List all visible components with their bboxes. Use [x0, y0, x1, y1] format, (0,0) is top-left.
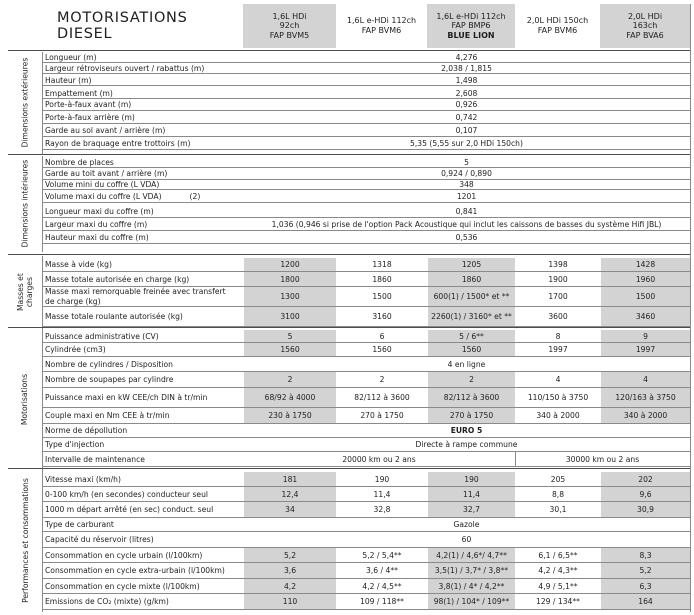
- value-cell: 1398: [548, 260, 568, 270]
- column-header-line: FAP BMP6: [451, 21, 491, 31]
- value-cell: 6: [379, 331, 385, 341]
- row-label-text: Couple maxi en Nm CEE à tr/min: [45, 411, 170, 421]
- row-label: [43, 438, 243, 452]
- value-cell: 9,6: [601, 487, 690, 502]
- section-label: [8, 256, 43, 329]
- value-span-cell: Gazole: [453, 520, 480, 530]
- row-label-text: Masse à vide (kg): [45, 260, 112, 270]
- value-cell: 1318: [372, 260, 392, 270]
- row-label-text: Porte-à-faux arrière (m): [45, 113, 135, 123]
- value-cell: 109 / 118**: [360, 597, 404, 607]
- value-cell: 11,4: [373, 489, 391, 499]
- value-cell: 1560: [428, 343, 515, 357]
- section-divider: [8, 254, 690, 255]
- value-cell: 82/112 à 3600: [354, 393, 410, 403]
- section-label-line: Dimensions intérieures: [20, 160, 30, 248]
- value-cell: 4: [555, 375, 561, 385]
- value-cell: 8,3: [601, 548, 690, 563]
- row-label-text: Nombre de cylindres / Disposition: [45, 359, 173, 369]
- row-label-text: 0-100 km/h (en secondes) conducteur seul: [45, 489, 208, 499]
- value-span-cell: EURO 5: [450, 426, 483, 436]
- row-label-text: Volume mini du coffre (L VDA): [45, 180, 160, 190]
- value-cell: 190: [428, 472, 515, 487]
- value-span-cell: Directe à rampe commune: [415, 440, 518, 450]
- value-cell: 8,8: [551, 489, 565, 499]
- row-label: [43, 388, 243, 408]
- value-cell: 32,8: [373, 505, 391, 515]
- row-divider: [43, 149, 690, 150]
- column-header: [336, 4, 427, 48]
- value-cell: 1860: [372, 274, 392, 284]
- value-span-cell: 0,926: [455, 100, 478, 110]
- value-span-cell: 1,036 (0,946 si prise de l'option Pack Acoustique qui inclut les caissons de basses du système Hifi JBL): [271, 220, 662, 230]
- value-group-cell: 30000 km ou 2 ans: [565, 454, 640, 464]
- value-cell: 1500: [601, 287, 690, 307]
- row-divider: [43, 110, 690, 111]
- section-label-line: charges: [25, 277, 34, 308]
- column-header: [515, 4, 600, 48]
- row-label-text: Consommation en cycle mixte (l/100km): [45, 581, 200, 591]
- value-cell: 340 à 2000: [536, 411, 580, 421]
- row-label-text: Vitesse maxi (km/h): [45, 474, 121, 484]
- column-header: [600, 4, 690, 48]
- value-cell: 600(1) / 1500* et **: [428, 287, 515, 307]
- column-header-line: 1,6L HDi: [272, 11, 307, 21]
- value-cell: 110: [244, 594, 336, 610]
- value-cell: 98(1) / 104* / 109**: [428, 594, 515, 610]
- value-group-cell: 20000 km ou 2 ans: [342, 454, 416, 464]
- value-cell: 1800: [244, 272, 336, 287]
- row-label-text: Rayon de braquage entre trottoirs (m): [45, 138, 191, 148]
- value-cell: 1428: [601, 258, 690, 272]
- row-divider: [43, 73, 690, 74]
- value-span-cell: 1,498: [455, 76, 478, 86]
- value-span-cell: 4,276: [455, 52, 478, 62]
- row-label-text: 1000 m départ arrêté (en sec) conduct. seul: [45, 505, 214, 515]
- section-label-line: Performances et consommations: [20, 478, 30, 604]
- value-span-cell: 1201: [456, 191, 477, 201]
- column-header-line: FAP BVM5: [269, 30, 310, 40]
- page-title: MOTORISATIONS DIESEL: [57, 10, 188, 42]
- row-label: [43, 548, 243, 563]
- section-label: [8, 156, 43, 252]
- row-label-text: Consommation en cycle urbain (l/100km): [45, 550, 203, 560]
- value-cell: 1300: [244, 287, 336, 307]
- column-header-line: FAP BVM6: [537, 26, 578, 35]
- row-divider: [43, 609, 690, 610]
- section-divider: [8, 327, 690, 328]
- row-label-text: Garde au sol avant / arrière (m): [45, 126, 166, 136]
- row-label-text: Type de carburant: [45, 520, 114, 530]
- row-divider: [43, 123, 690, 124]
- value-cell: 12,4: [244, 487, 336, 502]
- row-label: [43, 487, 243, 502]
- value-cell: 2: [244, 372, 336, 388]
- value-cell: 1997: [548, 345, 568, 355]
- row-label: [43, 408, 243, 424]
- value-cell: 32,7: [428, 502, 515, 518]
- value-cell: 9: [601, 330, 690, 343]
- value-cell: 3600: [548, 312, 568, 322]
- value-cell: 1500: [372, 292, 392, 302]
- value-cell: 4,2: [244, 579, 336, 594]
- value-span-cell: 0,742: [455, 113, 478, 123]
- row-label: [43, 287, 243, 307]
- row-label-text: Capacité du réservoir (litres): [45, 535, 154, 545]
- value-cell: 1205: [428, 258, 515, 272]
- row-label-text: Nombre de places: [45, 157, 114, 167]
- row-label-text: Intervalle de maintenance: [45, 454, 145, 464]
- value-cell: 68/92 à 4000: [244, 388, 336, 408]
- row-label-text: Puissance maxi en kW CEE/ch DIN à tr/min: [45, 393, 208, 403]
- row-label: [43, 594, 243, 610]
- cell-divider: [515, 452, 516, 467]
- value-cell: 5: [244, 330, 336, 343]
- row-label: [43, 532, 243, 548]
- row-divider: [43, 202, 690, 203]
- value-cell: 11,4: [428, 487, 515, 502]
- value-cell: 1560: [372, 345, 392, 355]
- value-cell: 5,2: [601, 563, 690, 579]
- value-cell: 3160: [372, 312, 392, 322]
- value-cell: 1700: [548, 292, 568, 302]
- value-cell: 4,2(1) / 4,6*/ 4,7**: [428, 548, 515, 563]
- value-cell: 4,2 / 4,5**: [362, 581, 402, 591]
- value-span-cell: 60: [461, 535, 472, 545]
- section-label-line: Masses et: [15, 273, 25, 312]
- column-header: [243, 4, 336, 48]
- value-span-cell: 5: [464, 157, 469, 167]
- value-cell: 110/150 à 3750: [527, 393, 589, 403]
- row-label-text: Emissions de CO₂ (mixte) (g/km): [45, 597, 169, 607]
- value-cell: 1900: [548, 274, 568, 284]
- row-divider: [43, 217, 690, 218]
- value-cell: 340 à 2000: [601, 408, 690, 424]
- column-header-line: 163ch: [632, 21, 658, 31]
- value-cell: 82/112 à 3600: [428, 388, 515, 408]
- section-label: [8, 52, 43, 154]
- value-cell: 3100: [244, 307, 336, 327]
- column-header-line: 2,0L HDi: [627, 11, 663, 21]
- section-divider: [8, 50, 690, 51]
- value-cell: 3,5(1) / 3,7* / 3,8**: [428, 563, 515, 579]
- value-cell: 8: [555, 331, 561, 341]
- row-label-text: Nombre de soupapes par cylindre: [45, 375, 174, 385]
- value-cell: 34: [244, 502, 336, 518]
- row-label-line: Masse maxi remorquable freinée avec transfert: [45, 287, 226, 297]
- value-cell: 230 à 1750: [244, 408, 336, 424]
- value-cell: 30,1: [549, 505, 567, 515]
- row-label-text: Longueur (m): [45, 52, 97, 62]
- row-label-text: Hauteur (m): [45, 76, 92, 86]
- value-cell: 3,6: [244, 563, 336, 579]
- column-header-line: 1,6L e-HDi 112ch: [436, 11, 506, 21]
- value-cell: 5,2: [244, 548, 336, 563]
- section-divider: [8, 468, 690, 469]
- value-cell: 1860: [428, 272, 515, 287]
- value-cell: 4: [601, 372, 690, 388]
- row-label: [43, 518, 243, 532]
- column-header-line: 92ch: [279, 21, 300, 31]
- row-label: [43, 502, 243, 518]
- value-cell: 129 / 134**: [536, 597, 580, 607]
- row-label-text: Largeur maxi du coffre (m): [45, 220, 148, 230]
- row-label-text: Porte-à-faux avant (m): [45, 100, 132, 110]
- row-label-text: Puissance administrative (CV): [45, 331, 159, 341]
- value-span-cell: 2,038 / 1,815: [441, 64, 492, 74]
- row-divider: [43, 230, 690, 231]
- column-header-badge: BLUE LION: [447, 30, 495, 40]
- value-cell: 4,9 / 5,1**: [538, 581, 578, 591]
- value-cell: 164: [601, 594, 690, 610]
- value-cell: 181: [244, 472, 336, 487]
- row-label-text: Cylindrée (cm3): [45, 345, 106, 355]
- row-label: [43, 343, 243, 357]
- row-label-line: de charge (kg): [45, 297, 101, 306]
- value-cell: 4,2 / 4,3**: [538, 566, 578, 576]
- row-label-text: Longueur maxi du coffre (m): [45, 206, 154, 216]
- section-label-line: Motorisations: [20, 373, 30, 426]
- row-divider: [43, 466, 690, 467]
- row-label: [43, 424, 243, 438]
- value-cell: 270 à 1750: [360, 411, 404, 421]
- column-header-line: FAP BVM6: [361, 26, 402, 35]
- value-cell: 205: [550, 474, 566, 484]
- row-divider: [43, 85, 690, 86]
- row-label-text: Largeur rétroviseurs ouvert / rabattus (m): [45, 64, 205, 74]
- row-label-text: Masse totale autorisée en charge (kg): [45, 274, 190, 284]
- row-note: (2): [189, 191, 201, 201]
- value-cell: 1200: [244, 258, 336, 272]
- value-cell: 1997: [601, 343, 690, 357]
- column-header-line: 1,6L e-HDi 112ch: [346, 16, 417, 26]
- value-span-cell: 5,35 (5,55 sur 2,0 HDi 150ch): [410, 138, 523, 148]
- value-span-cell: 0,924 / 0,890: [441, 169, 492, 179]
- row-label-text: Consommation en cycle extra-urbain (l/100km): [45, 566, 225, 576]
- section-divider: [8, 154, 690, 155]
- table-edge: [690, 4, 691, 612]
- row-label: [43, 258, 243, 272]
- value-span-cell: 4 en ligne: [447, 359, 486, 369]
- section-label: [8, 470, 43, 612]
- value-cell: 2: [428, 372, 515, 388]
- row-label: [43, 579, 243, 594]
- column-header-line: FAP BVA6: [626, 30, 664, 40]
- row-label: [43, 563, 243, 579]
- row-label-text: Norme de dépollution: [45, 426, 128, 436]
- row-label-text: Hauteur maxi du coffre (m): [45, 233, 149, 243]
- row-divider: [43, 243, 690, 244]
- column-header-line: 2,0L HDi 150ch: [526, 16, 589, 26]
- section-label: [8, 329, 43, 470]
- value-cell: 6,3: [601, 579, 690, 594]
- value-cell: 270 à 1750: [428, 408, 515, 424]
- section-label-line: Dimensions extérieures: [20, 58, 30, 148]
- value-cell: 2: [379, 375, 385, 385]
- value-span-cell: 2,608: [455, 88, 478, 98]
- value-span-cell: 348: [459, 180, 474, 190]
- row-label: [43, 372, 243, 388]
- row-label: [43, 452, 243, 467]
- row-label: [43, 472, 243, 487]
- value-cell: 5 / 6**: [428, 330, 515, 343]
- value-cell: 3460: [601, 307, 690, 327]
- row-label-text: Volume maxi du coffre (L VDA): [45, 191, 162, 201]
- value-cell: 190: [374, 474, 390, 484]
- value-cell: 5,2 / 5,4**: [362, 550, 402, 560]
- row-label-text: Type d'injection: [45, 440, 105, 450]
- value-span-cell: 0,536: [455, 233, 478, 243]
- value-cell: 6,1 / 6,5**: [538, 550, 578, 560]
- value-cell: 1560: [244, 343, 336, 357]
- value-span-cell: 0,107: [455, 126, 478, 136]
- row-label-text: Garde au toit avant / arrière (m): [45, 169, 168, 179]
- value-cell: 1960: [601, 272, 690, 287]
- value-cell: 202: [601, 472, 690, 487]
- column-header: [427, 4, 515, 48]
- row-label: [43, 272, 243, 287]
- value-cell: 120/163 à 3750: [601, 388, 690, 408]
- row-label: [43, 307, 243, 327]
- row-label-text: Empattement (m): [45, 88, 113, 98]
- row-divider: [43, 62, 690, 63]
- row-label: [43, 357, 243, 372]
- value-cell: 3,6 / 4**: [366, 566, 398, 576]
- row-label-text: Masse totale roulante autorisée (kg): [45, 312, 183, 322]
- value-cell: 3,8(1) / 4* / 4,2**: [428, 579, 515, 594]
- value-cell: 2260(1) / 3160* et **: [428, 307, 515, 327]
- value-span-cell: 0,841: [455, 206, 478, 216]
- value-cell: 30,9: [601, 502, 690, 518]
